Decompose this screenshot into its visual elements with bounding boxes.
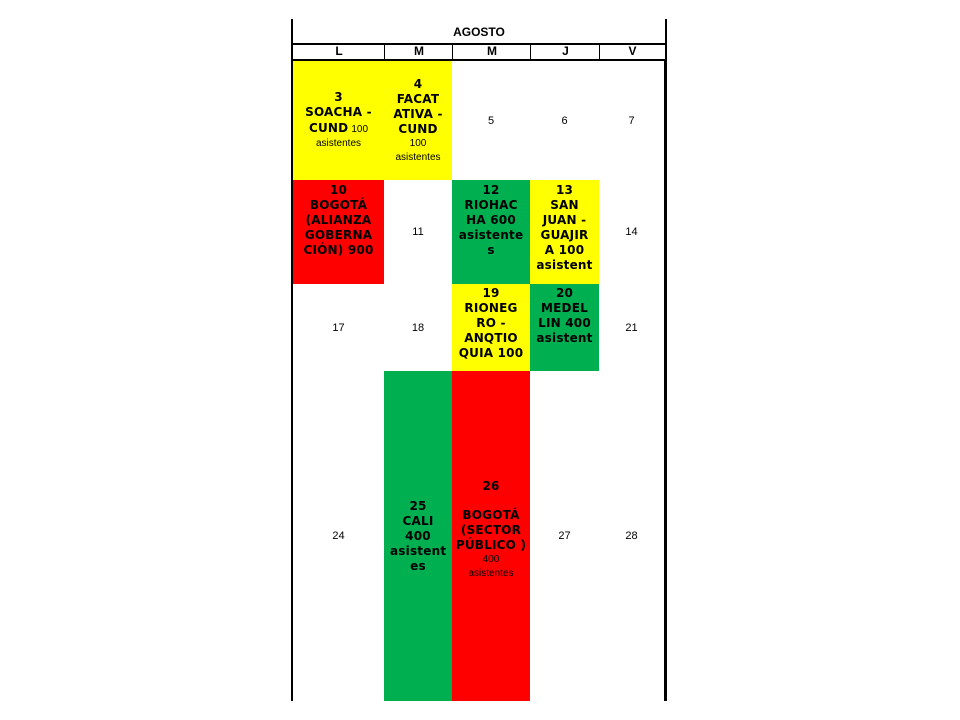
day-6-cell[interactable] xyxy=(530,61,600,181)
day-number: 12 xyxy=(482,183,500,197)
day-number: 4 xyxy=(413,76,423,91)
day-13-cell[interactable] xyxy=(530,180,600,285)
day-number: 26 xyxy=(482,479,500,493)
weekday-wed: M xyxy=(452,44,531,59)
day-number: 28 xyxy=(625,530,638,542)
attendees-word: asistentes xyxy=(315,138,362,149)
event-text: MEDEL LIN 400 asistent xyxy=(536,301,593,345)
day-17-cell[interactable] xyxy=(293,284,385,372)
attendees-word: asistentes xyxy=(395,151,441,163)
day-number: 11 xyxy=(412,226,424,238)
day-4-cell[interactable] xyxy=(384,61,453,181)
month-title: AGOSTO xyxy=(453,25,505,39)
day-number: 19 xyxy=(482,286,500,300)
day-7-cell[interactable] xyxy=(599,61,665,181)
day-number: 3 xyxy=(334,90,343,104)
day-26-cell[interactable] xyxy=(452,371,531,701)
day-19-cell[interactable] xyxy=(452,284,531,372)
weekday-fri: V xyxy=(599,44,665,59)
day-20-cell[interactable] xyxy=(530,284,600,372)
day-14-cell[interactable] xyxy=(599,180,665,285)
day-number: 17 xyxy=(332,321,345,334)
day-number: 14 xyxy=(625,226,638,238)
august-calendar xyxy=(291,19,667,701)
attendees-num: 400 xyxy=(482,554,500,565)
weekday-tue: M xyxy=(384,44,453,59)
day-number: 5 xyxy=(487,114,495,127)
day-number: 21 xyxy=(625,321,638,334)
event-city: SOACHA - CUND xyxy=(305,105,372,135)
day-number: 18 xyxy=(411,321,425,334)
day-12-cell[interactable] xyxy=(452,180,531,285)
day-18-cell[interactable] xyxy=(384,284,453,372)
day-number: 20 xyxy=(555,286,574,300)
day-5-cell[interactable] xyxy=(452,61,531,181)
day-24-cell[interactable] xyxy=(293,371,385,701)
weekday-mon: L xyxy=(335,44,343,58)
day-10-cell[interactable] xyxy=(293,180,385,285)
day-3-cell[interactable] xyxy=(293,61,385,181)
day-number: 25 xyxy=(409,498,427,513)
day-11-cell[interactable] xyxy=(384,180,453,285)
day-25-cell[interactable] xyxy=(384,371,453,701)
event-text: RIONEG RO - ANQTIO QUIA 100 xyxy=(458,301,524,360)
event-text: CALI 400 asistent es xyxy=(390,513,447,573)
attendees-num: 100 xyxy=(409,137,427,149)
day-number: 6 xyxy=(561,114,568,127)
day-number: 10 xyxy=(329,183,348,197)
attendees-word: asistentes xyxy=(468,568,514,579)
calendar-left-border xyxy=(291,19,293,701)
event-text: SAN JUAN - GUAJIR A 100 asistent xyxy=(536,198,593,272)
event-city: FACAT ATIVA - CUND xyxy=(393,91,443,136)
day-number: 27 xyxy=(558,530,571,542)
day-number: 7 xyxy=(628,114,635,127)
day-27-cell[interactable] xyxy=(530,371,600,701)
attendees-num: 100 xyxy=(351,124,369,135)
calendar-right-border xyxy=(665,19,667,701)
day-number: 13 xyxy=(555,183,574,197)
day-21-cell[interactable] xyxy=(599,284,665,372)
event-text: BOGOTÁ (ALIANZA GOBERNA CIÓN) 900 xyxy=(303,198,374,257)
weekday-thu: J xyxy=(530,44,600,59)
event-text: RIOHAC HA 600 asistente s xyxy=(458,198,524,257)
event-city: BOGOTÁ (SECTOR PÚBLICO ) xyxy=(455,508,527,552)
day-number: 24 xyxy=(332,530,345,542)
day-28-cell[interactable] xyxy=(599,371,665,701)
event-text xyxy=(299,105,379,137)
